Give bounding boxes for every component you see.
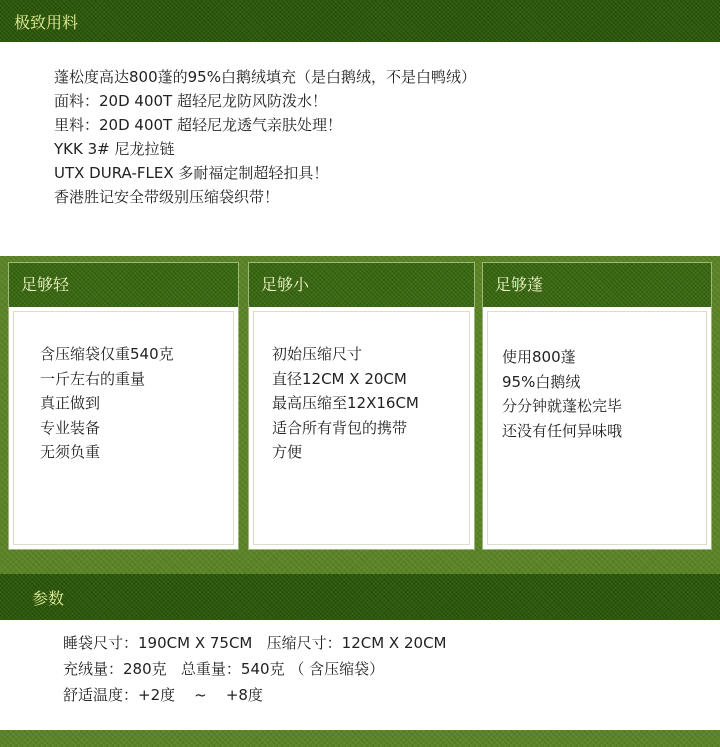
params-line: 充绒量：280克 总重量：540克 （ 含压缩袋） [63,660,385,678]
feature-card-fluffy [482,262,712,550]
feature-card-body [253,311,470,545]
materials-line: 蓬松度高达800蓬的95%白鹅绒填充（是白鹅绒，不是白鸭绒） [54,68,476,86]
params-panel [0,620,720,730]
materials-line: 面料：20D 400T 超轻尼龙防风防泼水！ [54,92,327,110]
materials-line: UTX DURA-FLEX 多耐福定制超轻扣具！ [54,164,329,182]
feature-line: 专业装备 [40,418,101,437]
feature-line: 最高压缩至12X16CM [272,394,419,412]
materials-header [0,0,720,42]
feature-line: 真正做到 [40,394,101,412]
params-title: 参数 [32,588,65,608]
materials-line: 香港胜记安全带级别压缩袋织带！ [54,188,280,206]
feature-line: 初始压缩尺寸 [272,345,363,363]
feature-card-title: 足够轻 [9,263,238,307]
feature-line: 方便 [272,443,303,461]
feature-line: 含压缩袋仅重540克 [40,345,174,363]
feature-card-body [487,311,707,545]
materials-title: 极致用料 [14,12,79,32]
feature-card-title: 足够蓬 [483,263,711,307]
feature-line: 还没有任何异味哦 [502,421,623,440]
feature-line: 一斤左右的重量 [40,369,146,388]
feature-card-light [8,262,239,550]
feature-card-small [248,262,475,550]
feature-line: 适合所有背包的携带 [272,418,408,437]
feature-card-body [13,311,234,545]
params-header [0,574,720,620]
feature-card-title: 足够小 [249,263,474,307]
feature-line: 95%白鹅绒 [502,372,581,391]
feature-line: 分分钟就蓬松完毕 [502,397,623,415]
materials-panel [0,42,720,256]
feature-line: 无须负重 [40,443,101,461]
params-line: 舒适温度：+2度 ~ +8度 [63,686,263,704]
params-line: 睡袋尺寸：190CM X 75CM 压缩尺寸：12CM X 20CM [63,634,447,652]
materials-line: YKK 3# 尼龙拉链 [54,140,175,158]
feature-line: 直径12CM X 20CM [272,369,407,388]
materials-line: 里料：20D 400T 超轻尼龙透气亲肤处理！ [54,116,342,134]
feature-line: 使用800蓬 [502,348,576,366]
